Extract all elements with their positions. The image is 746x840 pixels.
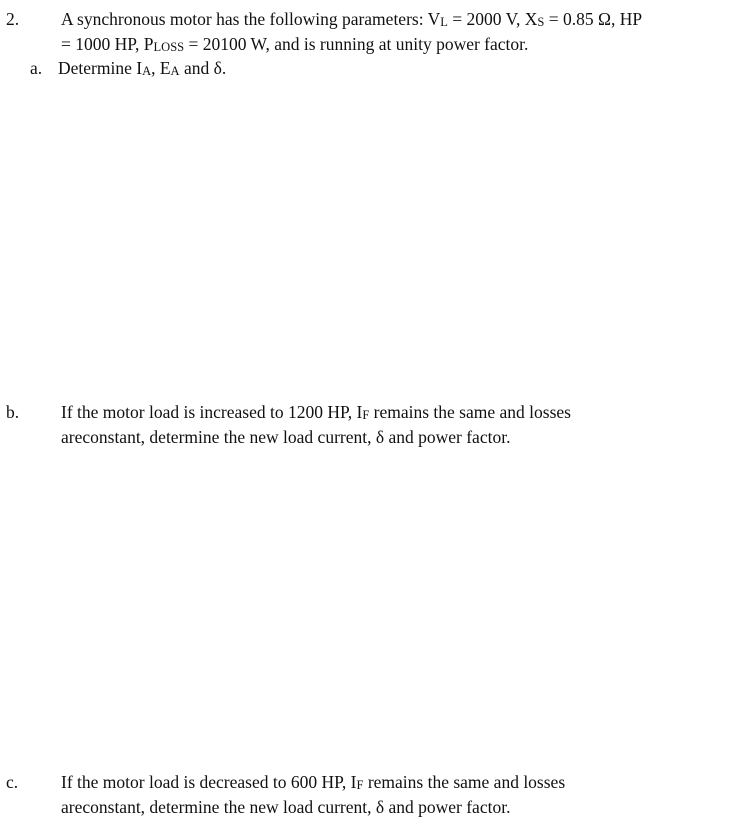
question-stem-line-2: = 1000 HP, PLOSS = 20100 W, and is running at unity power factor. bbox=[61, 34, 529, 54]
part-c-line-1: If the motor load is decreased to 600 HP, IF remains the same and losses bbox=[61, 772, 566, 792]
ea-subscript: A bbox=[170, 64, 180, 78]
part-b-line-1: If the motor load is increased to 1200 HP, IF remains the same and losses bbox=[61, 402, 571, 422]
part-c-label: c. bbox=[6, 772, 19, 792]
vl-subscript: L bbox=[440, 15, 448, 29]
part-a-text: Determine IA, EA and δ. bbox=[58, 58, 227, 78]
if-subscript: F bbox=[362, 408, 370, 422]
question-number: 2. bbox=[6, 9, 20, 29]
question-stem-line-1: A synchronous motor has the following parameters: VL = 2000 V, XS = 0.85 Ω, HP bbox=[61, 9, 643, 29]
part-a-label: a. bbox=[30, 58, 43, 78]
part-c-line-2: areconstant, determine the new load current, δ and power factor. bbox=[61, 797, 511, 817]
if-subscript: F bbox=[356, 778, 364, 792]
part-b-label: b. bbox=[6, 402, 20, 422]
xs-subscript: S bbox=[537, 15, 545, 29]
ploss-subscript: LOSS bbox=[153, 40, 185, 54]
part-b-line-2: areconstant, determine the new load current, δ and power factor. bbox=[61, 427, 511, 447]
ia-subscript: A bbox=[142, 64, 152, 78]
